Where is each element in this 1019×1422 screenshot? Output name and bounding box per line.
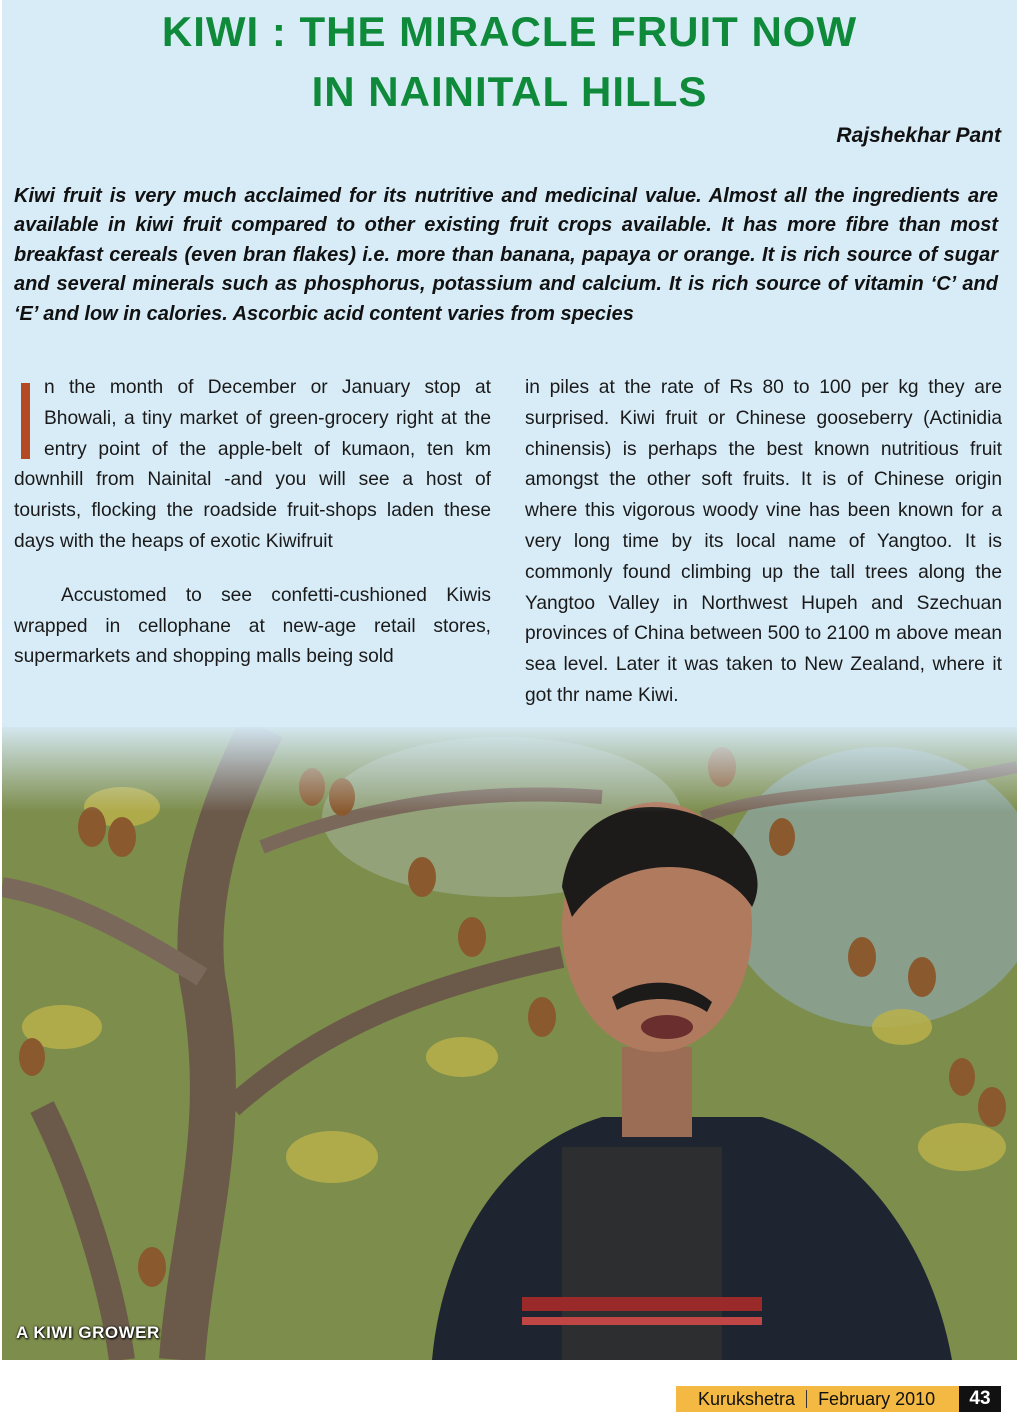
page-number: 43 (959, 1386, 1001, 1412)
footer-divider (806, 1390, 807, 1408)
magazine-name: Kurukshetra (698, 1388, 796, 1409)
body-paragraph: Accustomed to see confetti-cushioned Kiwis wrapped in cellophane at new-age retail stores, supermarkets and shopping malls being sold (14, 584, 491, 668)
author-name: Rajshekhar Pant (836, 124, 1001, 147)
photo-illustration (2, 727, 1017, 1360)
body-column-left (14, 373, 491, 673)
photo-top-fade (2, 722, 1017, 812)
body-paragraph: in piles at the rate of Rs 80 to 100 per kg they are surprised. Kiwi fruit or Chinese gooseberry (Actinidia chinensis) is perhaps the best known nutritious fruit amongst the other soft fruits. It is of Chinese origin where this vigorous woody vine has been known for a very long time by its local name of Yangtoo. It is commonly found climbing up the tall trees along the Yangtoo Valley in Northwest Hupeh and Szechuan provinces of China between 500 to 2100 m above mean sea level. Later it was taken to New Zealand, where it got thr name Kiwi. (525, 377, 1002, 706)
issue-date: February 2010 (818, 1388, 936, 1409)
drop-cap-bar (21, 383, 30, 459)
photo-caption: A KIWI GROWER (16, 1323, 160, 1342)
title-line-2: IN NAINITAL HILLS (311, 68, 708, 115)
page-footer (676, 1386, 959, 1412)
body-paragraph: n the month of December or January stop at Bhowali, a tiny market of green-grocery right at the entry point of the apple-belt of kumaon, ten km downhill from Nainital -and you will see a host of tourists, flocking the roadside fruit-shops laden these days with the heaps of exotic Kiwifruit (14, 377, 491, 552)
title-line-1: KIWI : THE MIRACLE FRUIT NOW (161, 8, 858, 55)
body-column-right (525, 373, 1002, 712)
kiwi-grower-photo (2, 727, 1017, 1360)
article-title (2, 2, 1017, 122)
article-abstract: Kiwi fruit is very much acclaimed for its nutritive and medicinal value. Almost all the ingredients are available in kiwi fruit compared to other existing fruit crops available. It has more fibre than most breakfast cereals (even bran flakes) i.e. more than banana, papaya or orange. It is rich source of sugar and several minerals such as phosphorus, potassium and calcium. It is rich source of vitamin ‘C’ and ‘E’ and low in calories. Ascorbic acid content varies from species (14, 185, 998, 325)
page-panel (2, 0, 1017, 1360)
